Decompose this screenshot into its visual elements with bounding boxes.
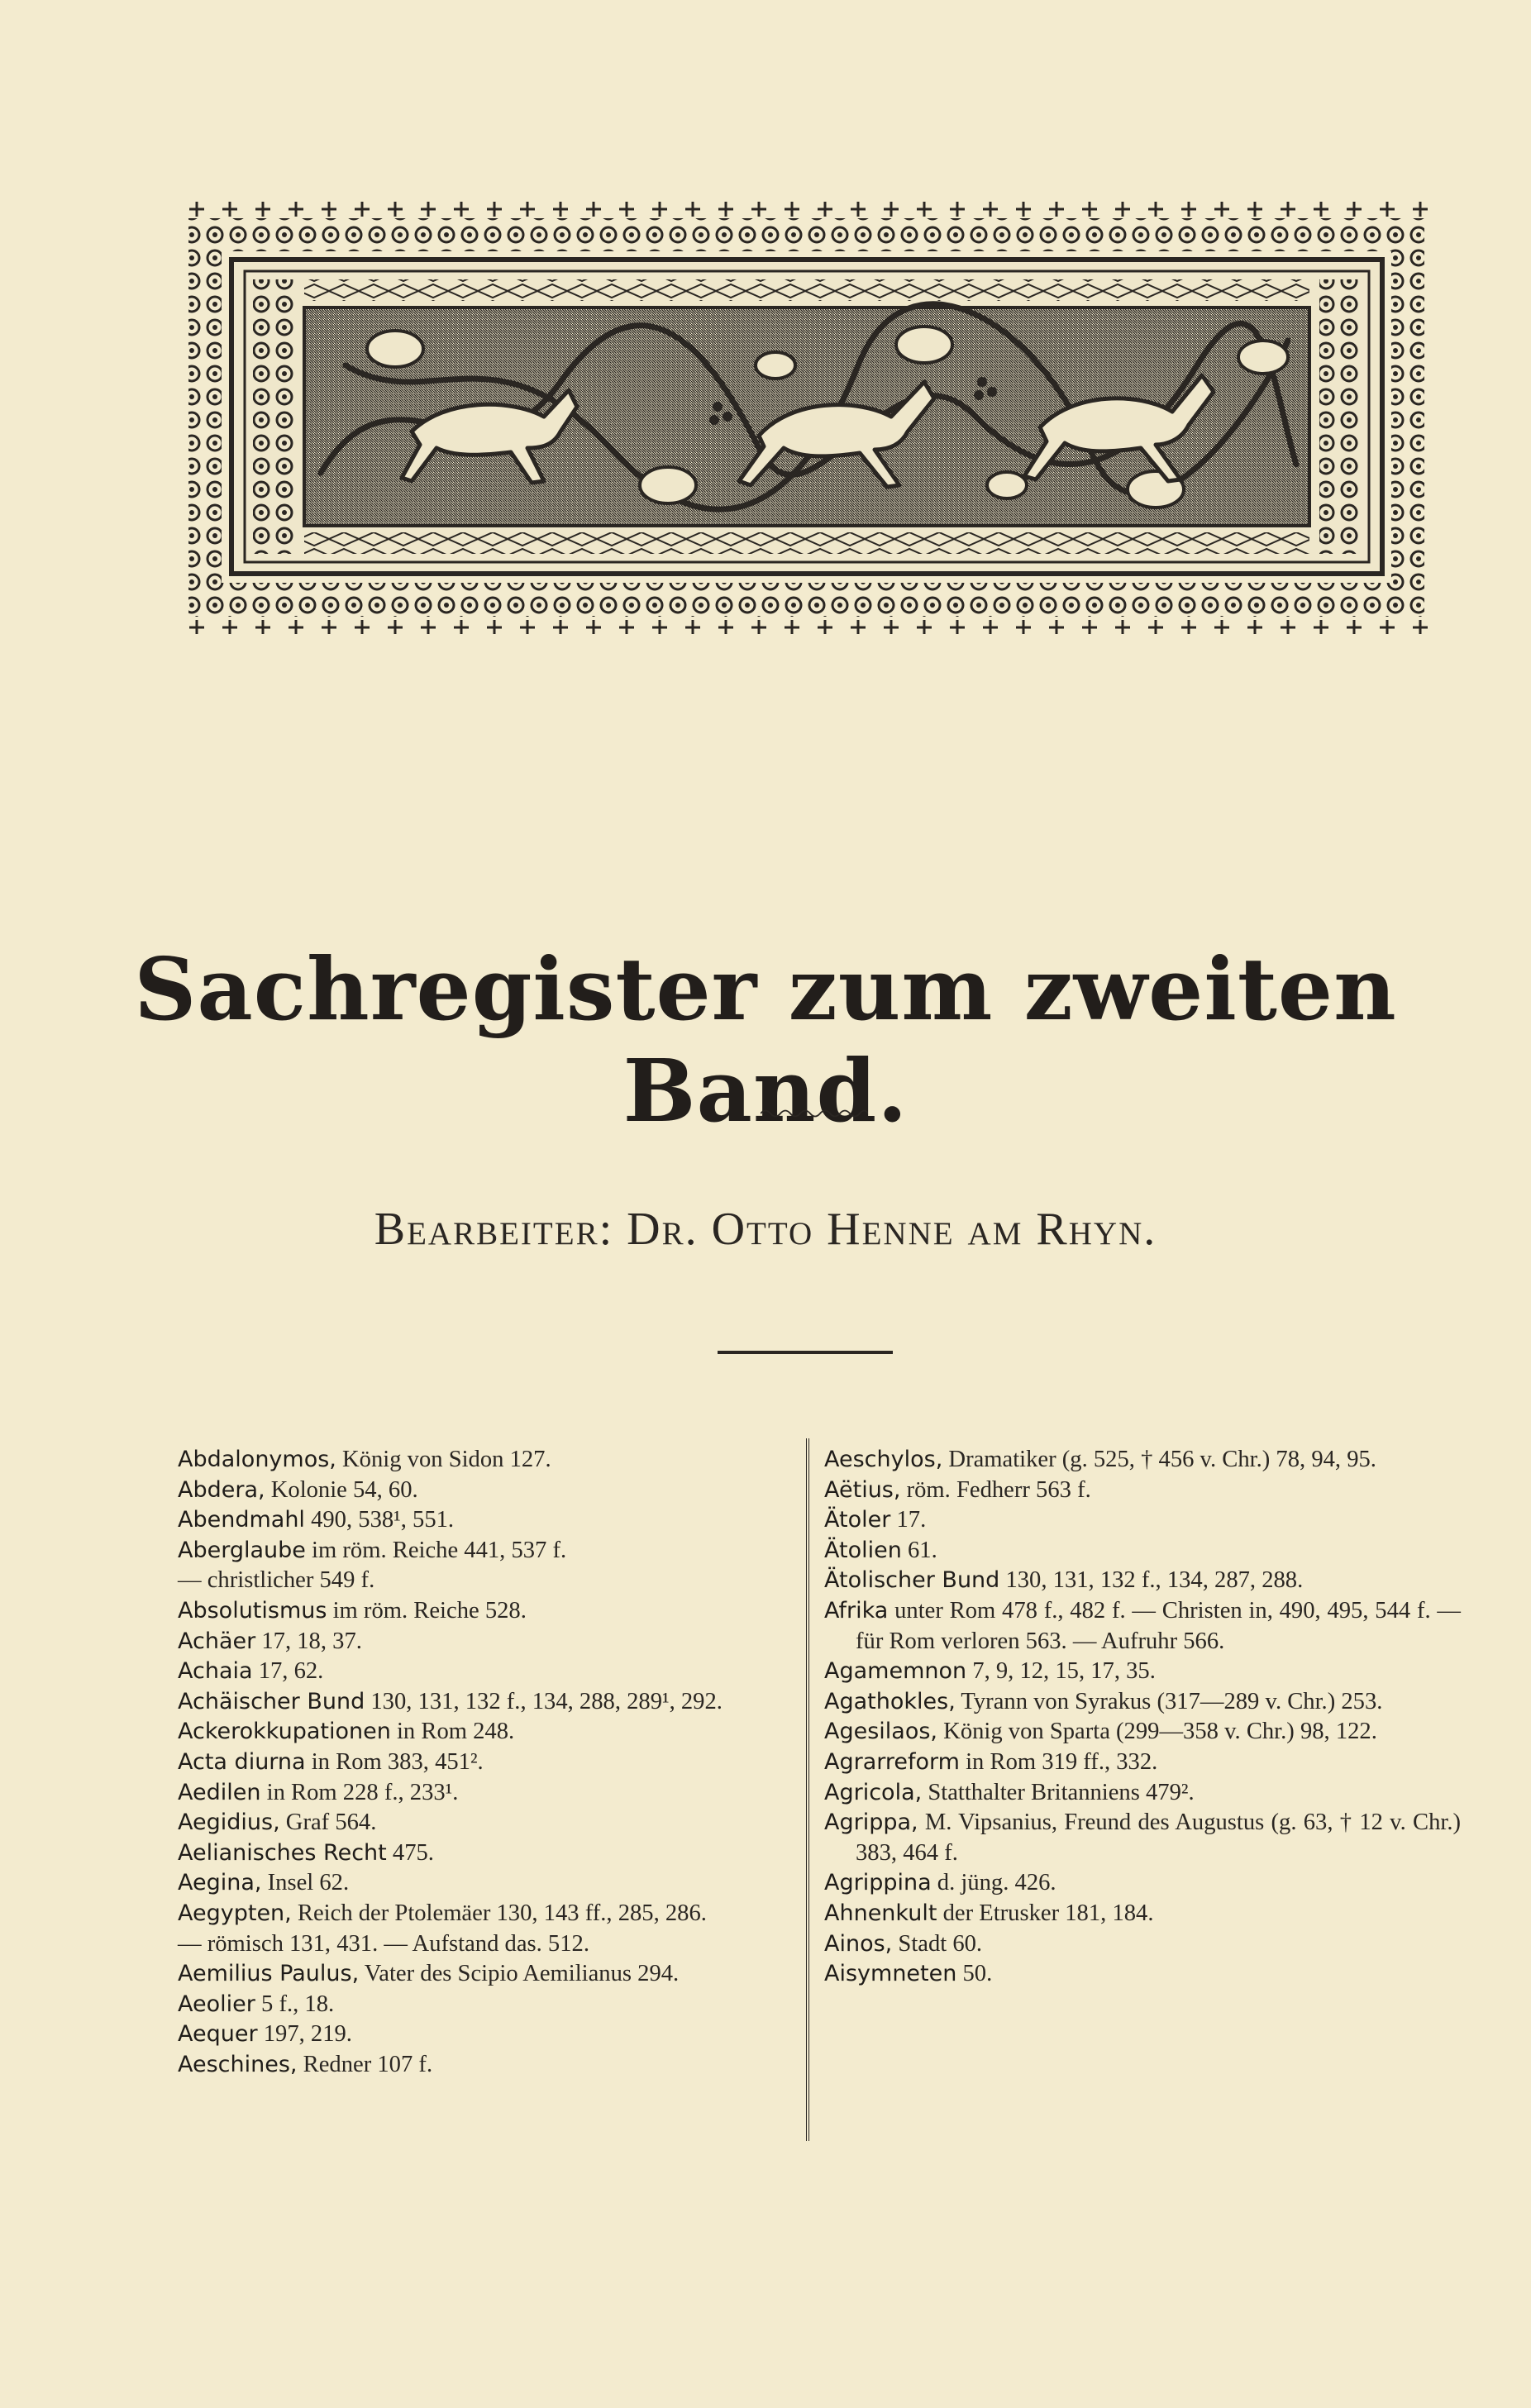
index-entry: Ätolischer Bund 130, 131, 132 f., 134, 287, 288. bbox=[824, 1567, 1304, 1594]
index-entry: Ätoler 17. bbox=[824, 1507, 927, 1533]
decorative-squiggle-icon bbox=[761, 1108, 868, 1119]
index-entry: Acta diurna in Rom 383, 451². bbox=[178, 1748, 484, 1775]
page-title: Sachregister zum zweiten Band. bbox=[134, 938, 1397, 1142]
index-entry: Ainos, Stadt 60. bbox=[824, 1930, 983, 1957]
index-entry: Abdalonymos, König von Sidon 127. bbox=[178, 1447, 551, 1472]
separator-rule bbox=[718, 1351, 893, 1354]
index-entry: Achäischer Bund 130, 131, 132 f., 134, 288, 289¹, 292. bbox=[178, 1688, 723, 1714]
index-entry: Ätolien 61. bbox=[824, 1537, 937, 1563]
index-entry: Agricola, Statthalter Britanniens 479². bbox=[824, 1779, 1195, 1805]
index-entry: Absolutismus im röm. Reiche 528. bbox=[178, 1597, 527, 1624]
index-entry: Abendmahl 490, 538¹, 551. bbox=[178, 1507, 455, 1533]
index-entry: Achaia 17, 62. bbox=[178, 1658, 324, 1685]
index-entry: Abdera, Kolonie 54, 60. bbox=[178, 1476, 418, 1503]
index-entry: Aequer 197, 219. bbox=[178, 2021, 352, 2048]
index-entry: Agrippina d. jüng. 426. bbox=[824, 1870, 1056, 1896]
index-entry: Aeschylos, Dramatiker (g. 525, † 456 v. Chr.) 78, 94, 95. bbox=[824, 1447, 1376, 1472]
index-entry: Aegidius, Graf 564. bbox=[178, 1810, 377, 1836]
index-entry: Agesilaos, König von Sparta (299—358 v. Chr.) 98, 122. bbox=[824, 1719, 1377, 1745]
index-entry: Aedilen in Rom 228 f., 233¹. bbox=[178, 1779, 459, 1805]
index-column-right bbox=[824, 1445, 1461, 1990]
index-entry: Aeschines, Redner 107 f. bbox=[178, 2051, 433, 2077]
index-entry: Aëtius, röm. Fedherr 563 f. bbox=[824, 1476, 1091, 1503]
index-entry: Agamemnon 7, 9, 12, 15, 17, 35. bbox=[824, 1658, 1156, 1685]
index-entry: Agrarreform in Rom 319 ff., 332. bbox=[824, 1748, 1158, 1775]
index-entry: Aegina, Insel 62. bbox=[178, 1870, 350, 1896]
index-entry: Agrippa, M. Vipsanius, Freund des Augustus (g. 63, † 12 v. Chr.) 383, 464 f. bbox=[824, 1810, 1461, 1866]
editor-line: Bearbeiter: Dr. Otto Henne am Rhyn. bbox=[374, 1204, 1157, 1255]
index-entry: Aisymneten 50. bbox=[824, 1961, 993, 1987]
index-entry: Aeolier 5 f., 18. bbox=[178, 1991, 335, 2017]
index-entry: Aemilius Paulus, Vater des Scipio Aemilianus 294. bbox=[178, 1961, 680, 1987]
index-entry: Ackerokkupationen in Rom 248. bbox=[178, 1719, 515, 1745]
index-entry: Ahnenkult der Etrusker 181, 184. bbox=[824, 1900, 1154, 1926]
index-entry: — römisch 131, 431. — Aufstand das. 512. bbox=[178, 1930, 589, 1957]
index-entry: Aegypten, Reich der Ptolemäer 130, 143 ff., 285, 286. bbox=[178, 1900, 707, 1926]
index-entry: Aberglaube im röm. Reiche 441, 537 f. bbox=[178, 1537, 567, 1563]
index-entry: Achäer 17, 18, 37. bbox=[178, 1628, 362, 1654]
column-divider bbox=[806, 1438, 809, 2141]
ornamental-headpiece-icon bbox=[180, 200, 1433, 634]
index-column-left bbox=[178, 1445, 814, 2080]
index-entry: Aelianisches Recht 475. bbox=[178, 1839, 434, 1866]
index-entry: Agathokles, Tyrann von Syrakus (317—289 v. Chr.) 253. bbox=[824, 1688, 1383, 1714]
index-entry: Afrika unter Rom 478 f., 482 f. — Christen in, 490, 495, 544 f. — für Rom verloren 563. — Aufruhr 566. bbox=[824, 1597, 1461, 1654]
index-entry: — christlicher 549 f. bbox=[178, 1567, 375, 1594]
